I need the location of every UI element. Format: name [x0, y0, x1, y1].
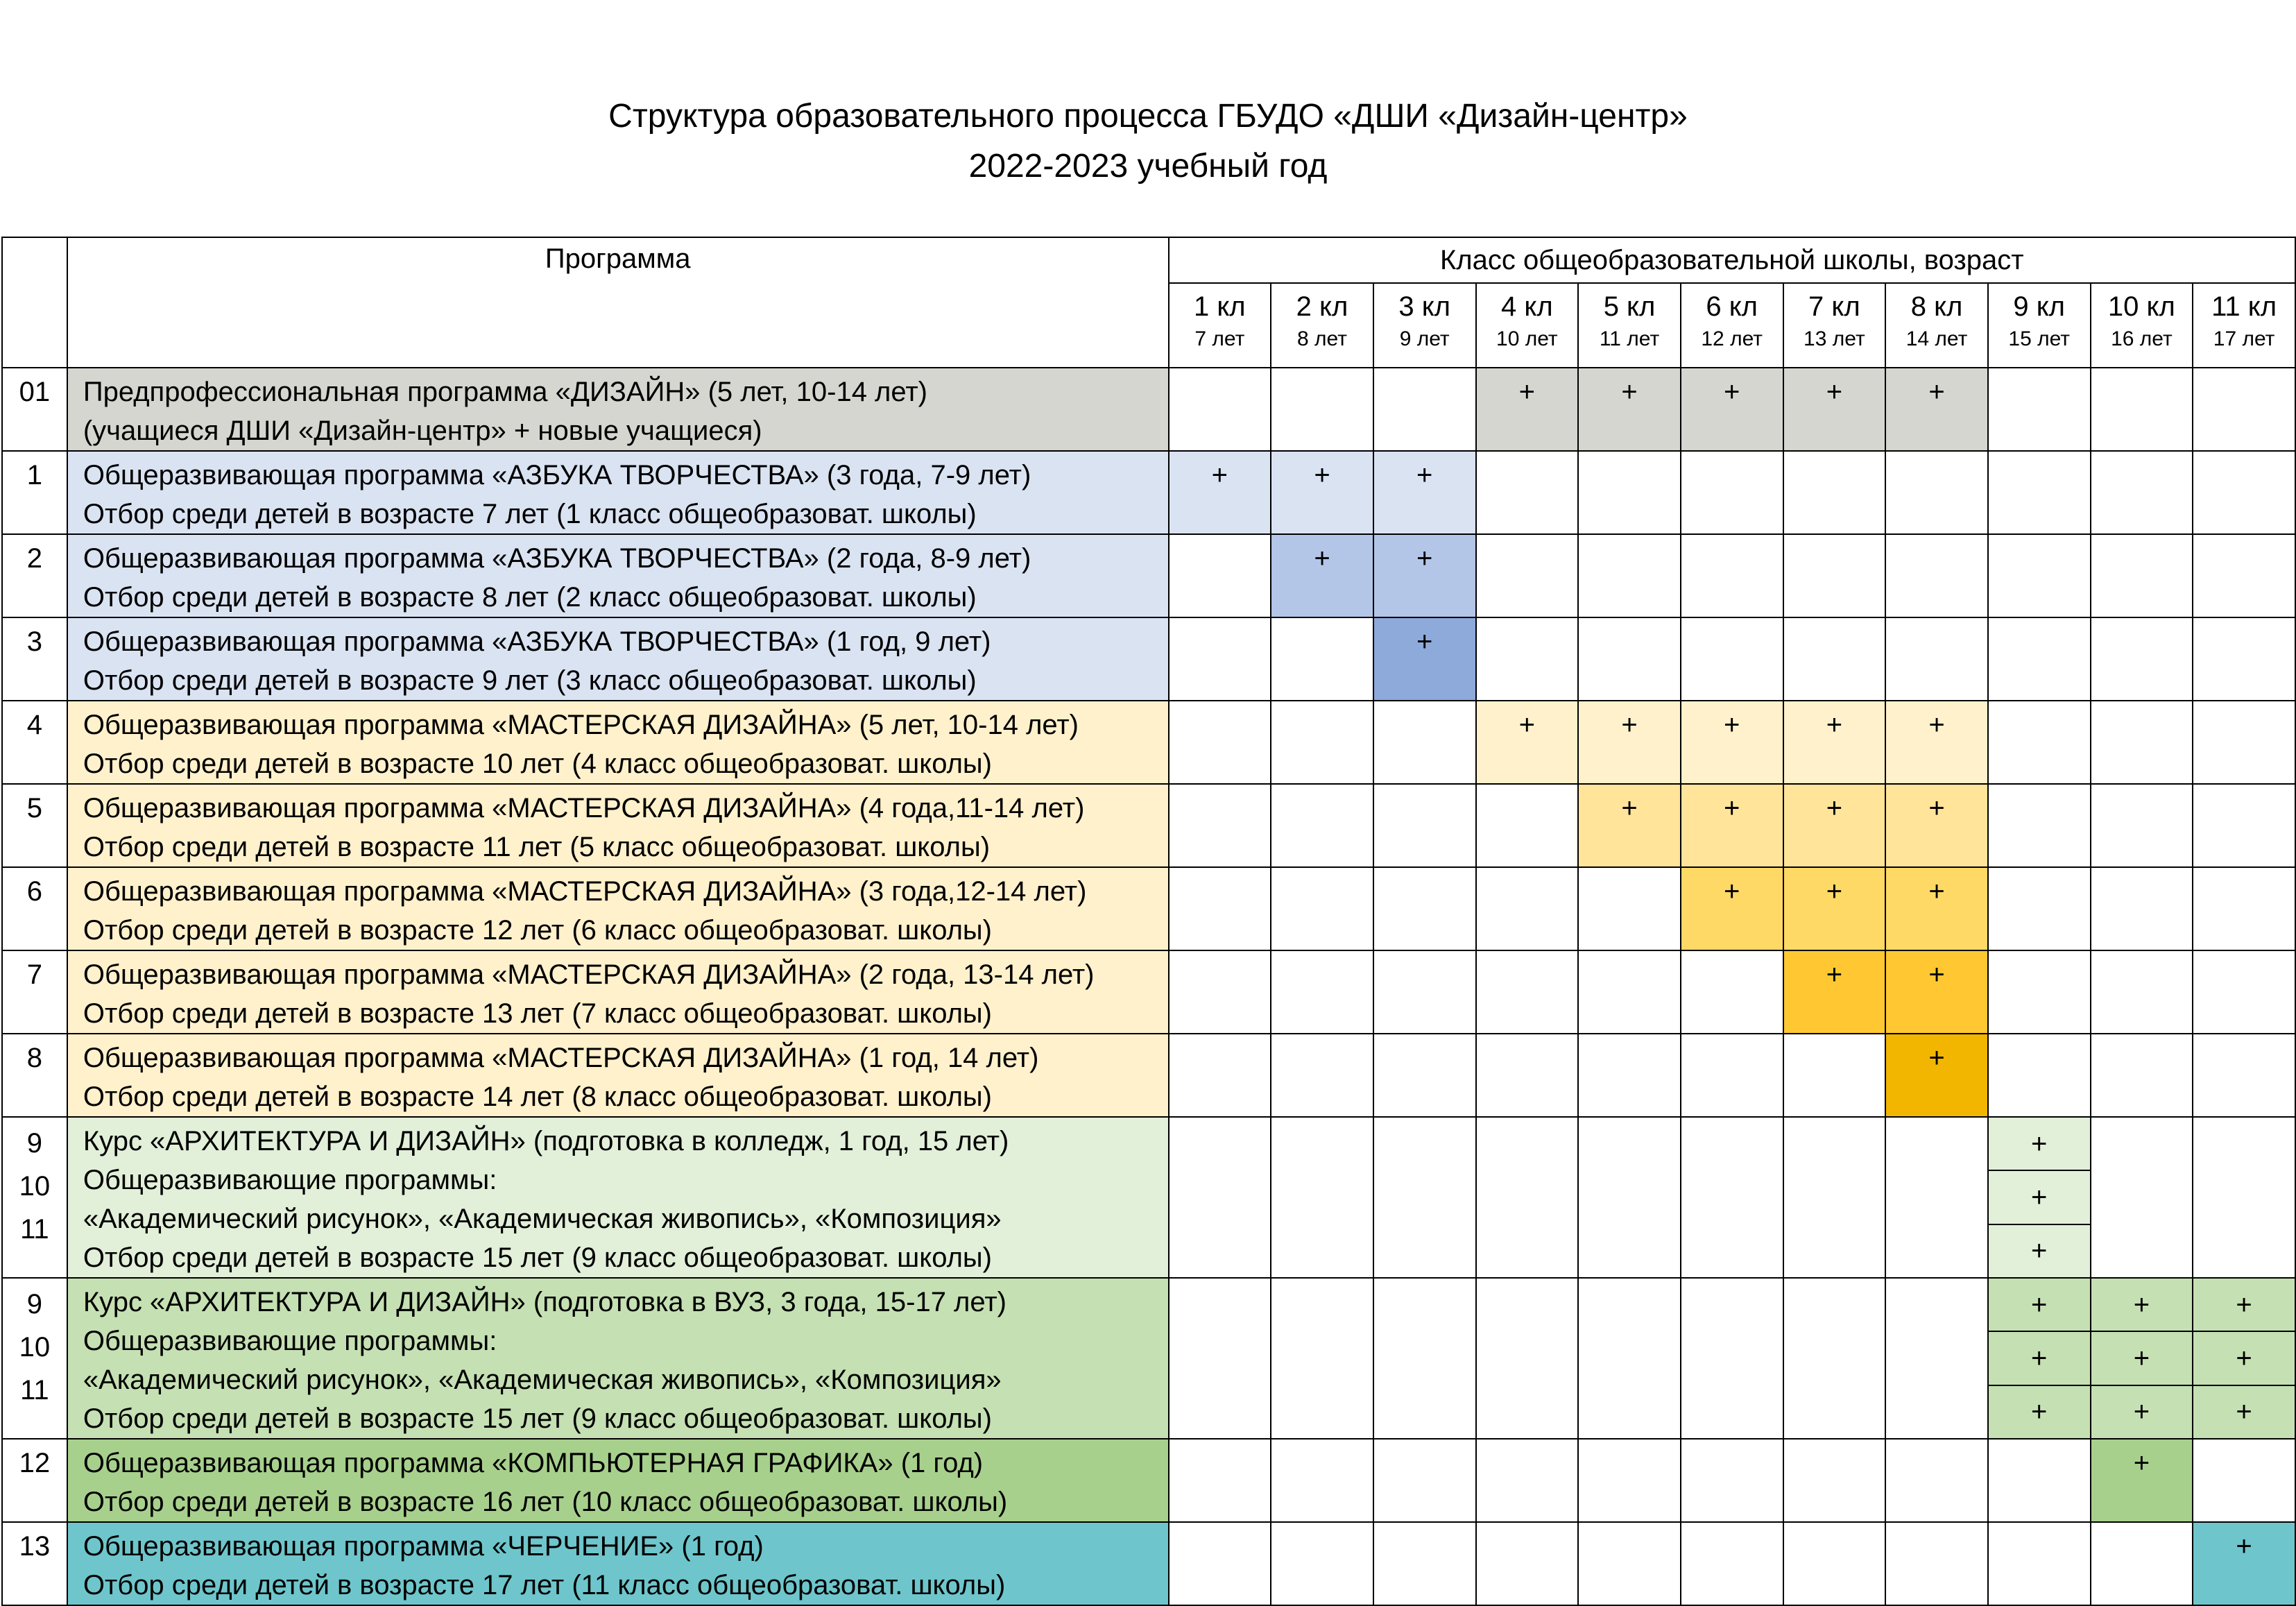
class-cell: +: [1988, 1170, 2091, 1224]
class-cell: [2193, 1034, 2295, 1117]
class-age: 16 лет: [2111, 327, 2173, 350]
class-age: 17 лет: [2213, 327, 2275, 350]
class-cell: [1169, 1117, 1271, 1278]
class-cell: [1681, 1034, 1783, 1117]
class-cell: [2193, 701, 2295, 784]
title-line-1: Структура образовательного процесса ГБУДО «ДШИ «Дизайн-центр»: [608, 98, 1688, 135]
class-grade: 2 кл: [1296, 291, 1348, 322]
class-cell: [1476, 950, 1579, 1034]
class-age: 10 лет: [1496, 327, 1558, 350]
program-cell: [67, 784, 1169, 867]
program-line: «Академический рисунок», «Академическая живопись», «Композиция»: [83, 1365, 1002, 1395]
class-cell: [2091, 534, 2193, 617]
class-cell: [2091, 368, 2193, 451]
row-number: 3: [2, 617, 67, 701]
class-age: 7 лет: [1194, 327, 1245, 350]
row-number-line: 10: [19, 1171, 51, 1202]
program-line: Отбор среди детей в возрасте 15 лет (9 класс общеобразоват. школы): [83, 1403, 992, 1434]
program-line: Общеразвивающая программа «МАСТЕРСКАЯ ДИЗАЙНА» (1 год, 14 лет): [83, 1043, 1039, 1073]
row-number: 01: [2, 368, 67, 451]
program-line: Отбор среди детей в возрасте 14 лет (8 класс общеобразоват. школы): [83, 1082, 992, 1112]
table-row: [2, 1034, 2295, 1117]
program-structure-table: [1, 237, 2296, 1606]
class-cell: [1578, 534, 1681, 617]
program-line: Общеразвивающая программа «АЗБУКА ТВОРЧЕСТВА» (1 год, 9 лет): [83, 626, 991, 657]
class-cell: +: [1373, 451, 1476, 534]
class-cell: [1169, 534, 1271, 617]
header-class-6: [1681, 283, 1783, 368]
table-row: [2, 701, 2295, 784]
header-class-7: [1783, 283, 1886, 368]
class-cell: [2193, 368, 2295, 451]
class-cell: [1885, 1278, 1988, 1439]
class-cell: +: [2091, 1385, 2193, 1439]
class-cell: [1783, 1439, 1886, 1522]
class-cell: [1476, 1522, 1579, 1605]
class-cell: [1578, 451, 1681, 534]
class-cell: [1885, 617, 1988, 701]
class-cell: [1271, 1522, 1373, 1605]
program-line: Отбор среди детей в возрасте 16 лет (10 класс общеобразоват. школы): [83, 1487, 1008, 1517]
class-cell: [1271, 617, 1373, 701]
header-class-3: [1373, 283, 1476, 368]
class-cell: [1988, 451, 2091, 534]
table-row: [2, 950, 2295, 1034]
class-cell: +: [1373, 534, 1476, 617]
class-cell: [2193, 534, 2295, 617]
program-cell: [67, 368, 1169, 451]
table-row: [2, 1117, 2295, 1170]
program-line: Общеразвивающая программа «КОМПЬЮТЕРНАЯ ГРАФИКА» (1 год): [83, 1448, 984, 1478]
class-cell: [1476, 1117, 1579, 1278]
program-line: Общеразвивающая программа «МАСТЕРСКАЯ ДИЗАЙНА» (2 года, 13-14 лет): [83, 959, 1095, 990]
class-cell: [1476, 617, 1579, 701]
class-cell: [1988, 784, 2091, 867]
table-row: [2, 784, 2295, 867]
class-cell: [1988, 1034, 2091, 1117]
program-line: Отбор среди детей в возрасте 13 лет (7 класс общеобразоват. школы): [83, 998, 992, 1029]
class-cell: +: [1988, 1117, 2091, 1170]
class-cell: +: [1885, 867, 1988, 950]
class-grade: 1 кл: [1194, 291, 1246, 322]
class-cell: [1169, 701, 1271, 784]
class-cell: [1271, 867, 1373, 950]
row-number: [2, 1278, 67, 1439]
class-cell: [1169, 784, 1271, 867]
program-line: Отбор среди детей в возрасте 9 лет (3 класс общеобразоват. школы): [83, 665, 977, 696]
table-row: [2, 1278, 2295, 1331]
class-cell: +: [1988, 1385, 2091, 1439]
program-line: Отбор среди детей в возрасте 12 лет (6 класс общеобразоват. школы): [83, 915, 992, 946]
program-line: Отбор среди детей в возрасте 11 лет (5 класс общеобразоват. школы): [83, 832, 991, 862]
class-cell: [1988, 534, 2091, 617]
class-cell: [1373, 1278, 1476, 1439]
program-line: Отбор среди детей в возрасте 8 лет (2 класс общеобразоват. школы): [83, 582, 977, 613]
title-line-2: 2022-2023 учебный год: [968, 148, 1328, 185]
class-cell: [1271, 701, 1373, 784]
class-cell: [1271, 1278, 1373, 1439]
class-cell: [1373, 1034, 1476, 1117]
row-number-line: 11: [20, 1375, 49, 1406]
class-cell: [1578, 1034, 1681, 1117]
class-cell: [1169, 368, 1271, 451]
class-cell: [1476, 784, 1579, 867]
class-cell: +: [1578, 784, 1681, 867]
class-cell: +: [1783, 784, 1886, 867]
table-row: [2, 1439, 2295, 1522]
class-cell: [1169, 1439, 1271, 1522]
program-cell: [67, 1034, 1169, 1117]
table-row: [2, 368, 2295, 451]
class-cell: [1988, 867, 2091, 950]
class-cell: [1578, 1278, 1681, 1439]
class-cell: [1578, 617, 1681, 701]
class-grade: 6 кл: [1706, 291, 1758, 322]
class-cell: [1373, 784, 1476, 867]
class-cell: [1885, 451, 1988, 534]
class-cell: [2193, 1439, 2295, 1522]
class-cell: +: [1988, 1224, 2091, 1278]
program-line: Отбор среди детей в возрасте 17 лет (11 класс общеобразоват. школы): [83, 1570, 1006, 1600]
class-cell: [1271, 368, 1373, 451]
class-cell: [1988, 1522, 2091, 1605]
header-class-2: [1271, 283, 1373, 368]
table-row: [2, 867, 2295, 950]
class-cell: [1885, 1117, 1988, 1278]
class-cell: [1988, 368, 2091, 451]
class-cell: [1476, 1278, 1579, 1439]
header-class-group: Класс общеобразовательной школы, возраст: [1169, 237, 2296, 283]
class-cell: [1373, 701, 1476, 784]
class-cell: [2091, 617, 2193, 701]
class-cell: [1988, 1439, 2091, 1522]
class-cell: +: [2091, 1331, 2193, 1385]
class-cell: [1783, 1117, 1886, 1278]
class-cell: [1578, 1117, 1681, 1278]
program-line: «Академический рисунок», «Академическая живопись», «Композиция»: [83, 1204, 1002, 1234]
class-cell: [2091, 451, 2193, 534]
class-cell: [1578, 867, 1681, 950]
class-cell: [1681, 1522, 1783, 1605]
program-cell: [67, 1522, 1169, 1605]
class-cell: +: [1681, 784, 1783, 867]
class-cell: [2193, 1117, 2295, 1278]
class-cell: [2193, 867, 2295, 950]
class-cell: [1783, 1278, 1886, 1439]
table-row: [2, 617, 2295, 701]
class-cell: [1783, 534, 1886, 617]
class-age: 14 лет: [1905, 327, 1968, 350]
document-title: [0, 92, 2296, 191]
program-cell: [67, 950, 1169, 1034]
class-cell: [1783, 451, 1886, 534]
program-cell: [67, 451, 1169, 534]
class-cell: [1169, 617, 1271, 701]
row-number: 7: [2, 950, 67, 1034]
class-cell: +: [1783, 701, 1886, 784]
header-class-1: [1169, 283, 1271, 368]
header-class-5: [1578, 283, 1681, 368]
header-class-4: [1476, 283, 1579, 368]
class-cell: [1169, 1278, 1271, 1439]
class-cell: [1681, 534, 1783, 617]
class-cell: [1271, 950, 1373, 1034]
class-cell: +: [1885, 701, 1988, 784]
class-cell: [1169, 867, 1271, 950]
program-line: (учащиеся ДШИ «Дизайн-центр» + новые учащиеся): [83, 416, 762, 446]
class-cell: [2193, 451, 2295, 534]
class-cell: [1373, 368, 1476, 451]
class-cell: +: [1988, 1331, 2091, 1385]
class-cell: [1783, 1522, 1886, 1605]
class-cell: [1476, 867, 1579, 950]
class-cell: [2193, 784, 2295, 867]
class-cell: +: [1885, 950, 1988, 1034]
class-cell: [1681, 617, 1783, 701]
class-cell: [1476, 1439, 1579, 1522]
class-age: 9 лет: [1399, 327, 1450, 350]
class-cell: [1271, 784, 1373, 867]
class-cell: +: [1578, 368, 1681, 451]
class-cell: [1783, 617, 1886, 701]
row-number: 13: [2, 1522, 67, 1605]
row-number: 1: [2, 451, 67, 534]
class-cell: [1885, 1522, 1988, 1605]
class-cell: [1885, 534, 1988, 617]
class-cell: +: [1681, 368, 1783, 451]
class-cell: [1783, 1034, 1886, 1117]
class-cell: [1373, 1439, 1476, 1522]
class-cell: +: [1783, 368, 1886, 451]
row-number-line: 10: [19, 1332, 51, 1362]
row-number: 12: [2, 1439, 67, 1522]
class-grade: 5 кл: [1603, 291, 1656, 322]
program-line: Общеразвивающая программа «МАСТЕРСКАЯ ДИЗАЙНА» (3 года,12-14 лет): [83, 876, 1087, 907]
class-grade: 7 кл: [1808, 291, 1860, 322]
row-number: 6: [2, 867, 67, 950]
program-cell: [67, 534, 1169, 617]
class-grade: 11 кл: [2211, 291, 2277, 322]
class-cell: [1169, 950, 1271, 1034]
program-line: Общеразвивающая программа «МАСТЕРСКАЯ ДИЗАЙНА» (5 лет, 10-14 лет): [83, 710, 1079, 740]
class-cell: [2091, 1522, 2193, 1605]
class-grade: 8 кл: [1910, 291, 1963, 322]
program-line: Общеразвивающие программы:: [83, 1165, 497, 1195]
class-age: 12 лет: [1701, 327, 1763, 350]
class-cell: [1476, 1034, 1579, 1117]
program-cell: [67, 617, 1169, 701]
class-cell: [1476, 534, 1579, 617]
class-cell: [1681, 950, 1783, 1034]
class-cell: [2193, 617, 2295, 701]
class-cell: +: [1681, 701, 1783, 784]
table-row: [2, 1522, 2295, 1605]
class-grade: 9 кл: [2013, 291, 2066, 322]
class-grade: 10 кл: [2107, 291, 2175, 322]
class-cell: +: [1578, 701, 1681, 784]
program-line: Предпрофессиональная программа «ДИЗАЙН» (5 лет, 10-14 лет): [83, 377, 927, 407]
table-row: [2, 534, 2295, 617]
class-grade: 4 кл: [1501, 291, 1553, 322]
class-cell: [2091, 784, 2193, 867]
program-line: Общеразвивающие программы:: [83, 1326, 497, 1356]
class-cell: +: [1681, 867, 1783, 950]
class-cell: [1271, 1034, 1373, 1117]
class-cell: [1885, 1439, 1988, 1522]
class-cell: +: [1373, 617, 1476, 701]
class-cell: +: [2091, 1439, 2193, 1522]
class-age: 11 лет: [1599, 327, 1660, 350]
class-cell: +: [1885, 368, 1988, 451]
program-line: Курс «АРХИТЕКТУРА И ДИЗАЙН» (подготовка в колледж, 1 год, 15 лет): [83, 1126, 1009, 1156]
program-cell: [67, 1117, 1169, 1278]
table-row: [2, 451, 2295, 534]
class-cell: [1681, 1278, 1783, 1439]
class-cell: +: [2193, 1278, 2295, 1331]
class-cell: [1169, 1522, 1271, 1605]
class-cell: +: [2193, 1522, 2295, 1605]
class-cell: [1271, 1117, 1373, 1278]
class-cell: [1476, 451, 1579, 534]
program-cell: [67, 1439, 1169, 1522]
row-number-line: 9: [26, 1289, 43, 1319]
class-cell: [2091, 1034, 2193, 1117]
class-cell: +: [1885, 1034, 1988, 1117]
class-cell: +: [1885, 784, 1988, 867]
class-cell: +: [2193, 1331, 2295, 1385]
header-class-10: [2091, 283, 2193, 368]
class-cell: [1169, 1034, 1271, 1117]
row-number: 5: [2, 784, 67, 867]
class-cell: [2091, 701, 2193, 784]
class-cell: [2193, 950, 2295, 1034]
class-cell: [1988, 701, 2091, 784]
program-cell: [67, 1278, 1169, 1439]
class-cell: [1373, 1117, 1476, 1278]
class-cell: [1373, 950, 1476, 1034]
class-cell: [1681, 1117, 1783, 1278]
class-cell: +: [1988, 1278, 2091, 1331]
class-cell: [2091, 950, 2193, 1034]
class-cell: +: [2091, 1278, 2193, 1331]
program-line: Курс «АРХИТЕКТУРА И ДИЗАЙН» (подготовка в ВУЗ, 3 года, 15-17 лет): [83, 1287, 1006, 1317]
program-line: Общеразвивающая программа «АЗБУКА ТВОРЧЕСТВА» (3 года, 7-9 лет): [83, 460, 1031, 490]
class-cell: [1271, 1439, 1373, 1522]
class-cell: [2091, 867, 2193, 950]
class-grade: 3 кл: [1398, 291, 1450, 322]
class-age: 8 лет: [1297, 327, 1347, 350]
class-cell: +: [2193, 1385, 2295, 1439]
row-number: [2, 1117, 67, 1278]
program-cell: [67, 701, 1169, 784]
class-cell: +: [1169, 451, 1271, 534]
header-class-8: [1885, 283, 1988, 368]
header-num-cell: [2, 237, 67, 368]
class-cell: +: [1476, 701, 1579, 784]
class-cell: [1578, 1522, 1681, 1605]
class-cell: +: [1271, 451, 1373, 534]
class-cell: +: [1783, 950, 1886, 1034]
program-cell: [67, 867, 1169, 950]
row-number-line: 9: [26, 1128, 43, 1159]
header-class-9: [1988, 283, 2091, 368]
program-line: Общеразвивающая программа «МАСТЕРСКАЯ ДИЗАЙНА» (4 года,11-14 лет): [83, 793, 1085, 823]
row-number: 4: [2, 701, 67, 784]
header-program: Программа: [67, 237, 1169, 368]
row-number-line: 11: [20, 1214, 49, 1245]
class-cell: [1988, 617, 2091, 701]
header-class-11: [2193, 283, 2295, 368]
class-age: 15 лет: [2008, 327, 2071, 350]
class-cell: [1373, 1522, 1476, 1605]
class-cell: [1578, 1439, 1681, 1522]
program-line: Общеразвивающая программа «ЧЕРЧЕНИЕ» (1 год): [83, 1531, 764, 1562]
class-cell: [2091, 1117, 2193, 1278]
class-age: 13 лет: [1804, 327, 1865, 350]
class-cell: [1578, 950, 1681, 1034]
class-cell: +: [1271, 534, 1373, 617]
program-line: Отбор среди детей в возрасте 15 лет (9 класс общеобразоват. школы): [83, 1242, 992, 1273]
class-cell: [1681, 451, 1783, 534]
class-cell: +: [1783, 867, 1886, 950]
program-line: Отбор среди детей в возрасте 10 лет (4 класс общеобразоват. школы): [83, 749, 992, 779]
row-number: 8: [2, 1034, 67, 1117]
class-cell: [1681, 1439, 1783, 1522]
class-cell: +: [1476, 368, 1579, 451]
class-cell: [1373, 867, 1476, 950]
program-line: Отбор среди детей в возрасте 7 лет (1 класс общеобразоват. школы): [83, 499, 977, 529]
class-cell: [1988, 950, 2091, 1034]
program-line: Общеразвивающая программа «АЗБУКА ТВОРЧЕСТВА» (2 года, 8-9 лет): [83, 543, 1031, 574]
row-number: 2: [2, 534, 67, 617]
